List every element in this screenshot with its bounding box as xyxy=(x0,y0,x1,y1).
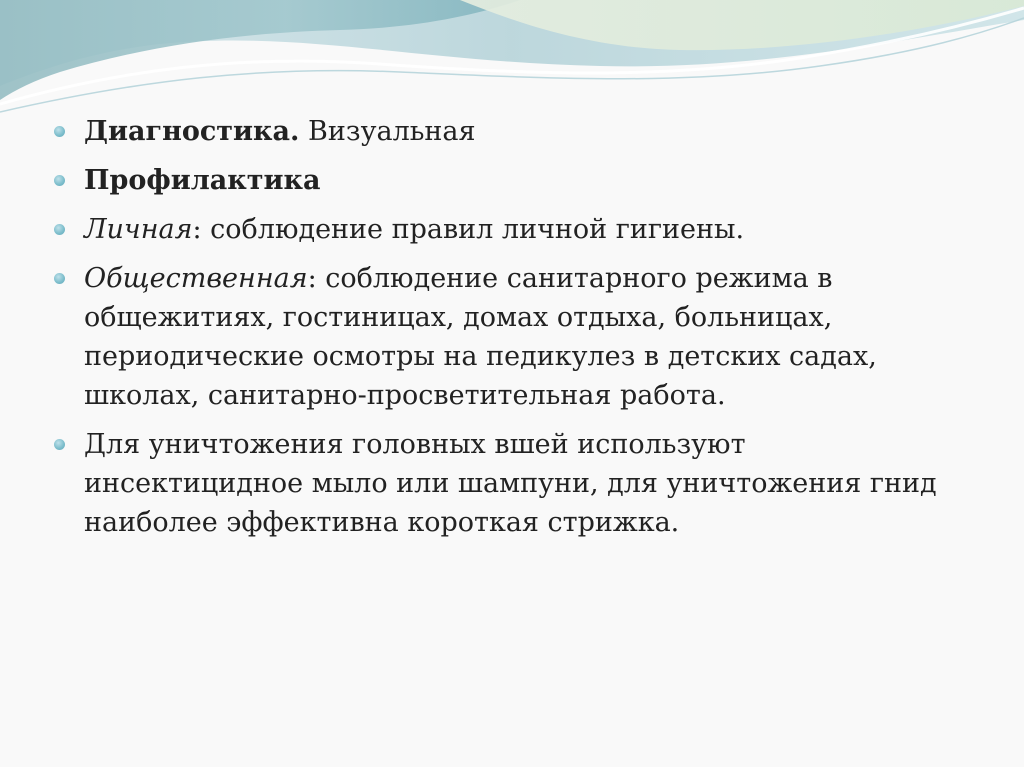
bullet-bold-text: Профилактика xyxy=(84,165,321,196)
bullet-personal xyxy=(54,210,954,249)
bullet-list xyxy=(54,112,954,552)
bullet-text: Для уничтожения головных вшей используют инсектицидное мыло или шампуни, для уничтожения гнид наиболее эффективна короткая стрижка. xyxy=(84,429,937,538)
bullet-italic-text: Личная xyxy=(84,214,193,245)
bullet-public xyxy=(54,259,954,415)
bullet-bold-text: Диагностика. xyxy=(84,116,300,147)
bullet-italic-text: Общественная xyxy=(84,263,308,294)
bullet-text: : соблюдение правил личной гигиены. xyxy=(192,214,745,245)
bullet-dot-icon xyxy=(54,273,65,284)
bullet-dot-icon xyxy=(54,175,65,186)
bullet-dot-icon xyxy=(54,224,65,235)
bullet-prevention xyxy=(54,161,954,200)
bullet-diagnostics xyxy=(54,112,954,151)
bullet-dot-icon xyxy=(54,126,65,137)
bullet-text: Визуальная xyxy=(299,116,476,147)
decorative-wave-header xyxy=(0,0,1024,120)
bullet-dot-icon xyxy=(54,439,65,450)
bullet-text: : соблюдение санитарного режима в общежитиях, гостиницах, домах отдыха, больницах, периодические осмотры на педикулез в детских садах, школах, санитарно-просветительная работа. xyxy=(84,263,877,411)
bullet-treatment xyxy=(54,425,954,542)
